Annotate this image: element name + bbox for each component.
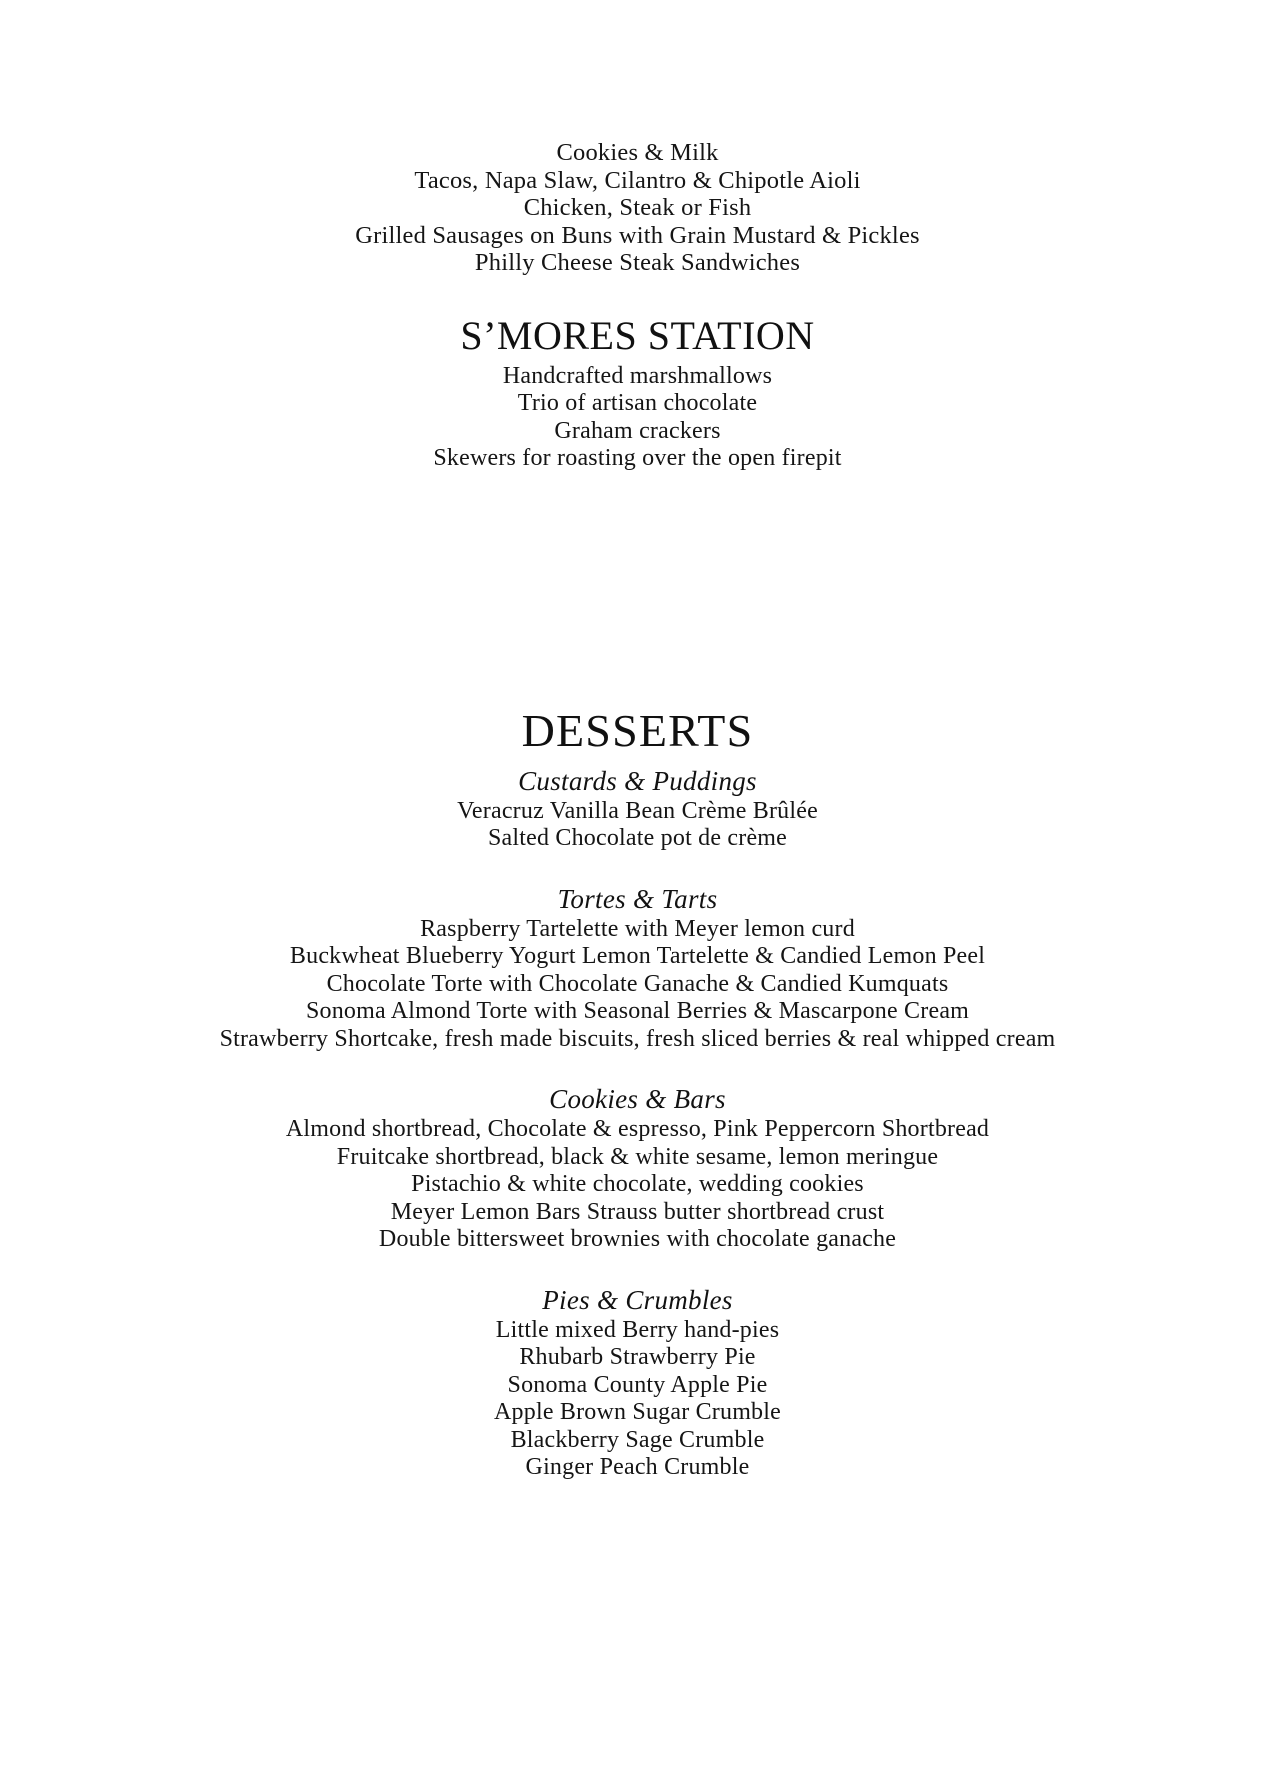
subsection-list: [0, 1317, 1275, 1482]
dessert-item: Sonoma County Apple Pie: [507, 1371, 768, 1398]
intro-items-block: [0, 139, 1275, 277]
subsection-heading: Pies & Crumbles: [542, 1284, 733, 1315]
dessert-item: Double bittersweet brownies with chocolate ganache: [378, 1226, 897, 1252]
dessert-item: Salted Chocolate pot de crème: [487, 825, 788, 851]
dessert-item: Ginger Peach Crumble: [525, 1454, 750, 1480]
dessert-item: Little mixed Berry hand-pies: [495, 1316, 780, 1343]
dessert-item: Sonoma Almond Torte with Seasonal Berries & Mascarpone Cream: [305, 998, 970, 1024]
subsection-heading: Custards & Puddings: [518, 765, 757, 796]
dessert-item: Rhubarb Strawberry Pie: [519, 1344, 756, 1370]
subsection-heading: Cookies & Bars: [549, 1084, 726, 1114]
subsection-heading: Tortes & Tarts: [557, 883, 718, 914]
smores-item: Handcrafted marshmallows: [502, 362, 773, 389]
menu-page: [0, 139, 1275, 1789]
intro-item: Cookies & Milk: [556, 139, 719, 166]
dessert-item: Raspberry Tartelette with Meyer lemon curd: [420, 915, 855, 942]
smores-item: Skewers for roasting over the open firepit: [433, 445, 842, 471]
dessert-item: Strawberry Shortcake, fresh made biscuits, fresh sliced berries & real whipped cream: [219, 1025, 1056, 1052]
smores-item: Trio of artisan chocolate: [517, 390, 758, 416]
dessert-item: Pistachio & white chocolate, wedding cookies: [411, 1171, 864, 1197]
smores-item: Graham crackers: [554, 417, 721, 444]
dessert-item: Fruitcake shortbread, black & white sesame, lemon meringue: [336, 1143, 939, 1170]
smores-station-list: [0, 363, 1275, 473]
subsection-list: [0, 916, 1275, 1054]
dessert-item: Apple Brown Sugar Crumble: [494, 1399, 781, 1425]
subsection-list: [0, 798, 1275, 853]
dessert-item: Veracruz Vanilla Bean Crème Brûlée: [457, 797, 818, 824]
desserts-subsection-pies-crumbles: [0, 1284, 1275, 1482]
desserts-title: DESSERTS: [521, 704, 754, 756]
intro-item: Philly Cheese Steak Sandwiches: [474, 249, 801, 276]
dessert-item: Meyer Lemon Bars Strauss butter shortbread crust: [390, 1198, 885, 1225]
desserts-section: [0, 705, 1275, 1482]
intro-item: Tacos, Napa Slaw, Cilantro & Chipotle Aioli: [414, 166, 861, 194]
subsection-list: [0, 1116, 1275, 1254]
dessert-item: Chocolate Torte with Chocolate Ganache & Candied Kumquats: [326, 970, 949, 997]
desserts-subsection-cookies-bars: [0, 1083, 1275, 1254]
dessert-item: Blackberry Sage Crumble: [510, 1426, 765, 1453]
intro-item: Chicken, Steak or Fish: [523, 194, 752, 221]
smores-station-section: [0, 313, 1275, 473]
intro-item: Grilled Sausages on Buns with Grain Mustard & Pickles: [355, 221, 920, 249]
desserts-subsection-custards-puddings: [0, 765, 1275, 853]
dessert-item: Almond shortbread, Chocolate & espresso, Pink Peppercorn Shortbread: [285, 1116, 990, 1142]
desserts-subsection-tortes-tarts: [0, 883, 1275, 1054]
smores-station-heading: S’MORES STATION: [460, 312, 815, 358]
dessert-item: Buckwheat Blueberry Yogurt Lemon Tartelette & Candied Lemon Peel: [289, 943, 986, 969]
